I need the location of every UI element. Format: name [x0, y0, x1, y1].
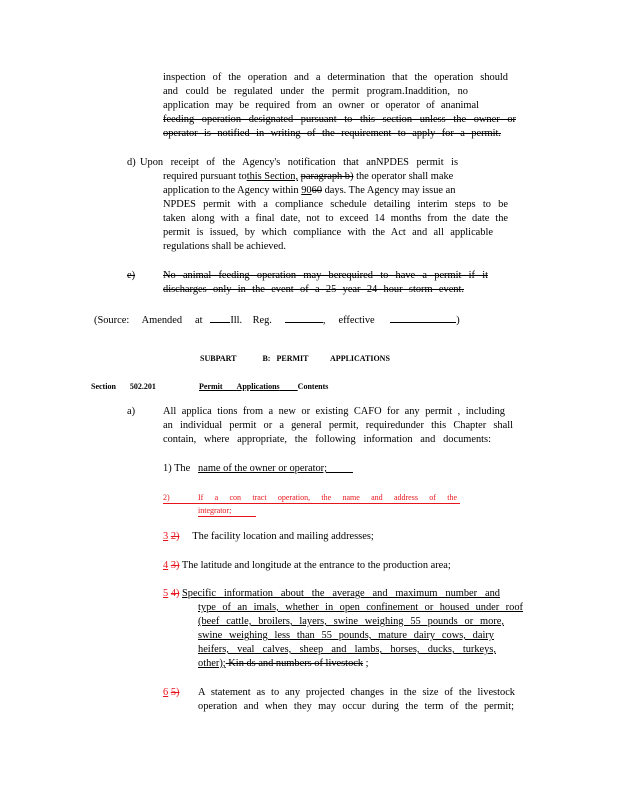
text-line: regulations shall be achieved.: [163, 241, 286, 252]
section-title: [199, 381, 328, 393]
text-line: an individual permit or a general permit, requiredunder this Chapter shall: [163, 420, 513, 431]
text-run: ,: [322, 315, 326, 326]
inserted-text-line: If a con tract operation, the name and address of the: [198, 493, 457, 502]
inserted-text: other);: [198, 658, 226, 669]
deleted-number: 3): [170, 560, 180, 571]
inserted-text: [223, 382, 237, 391]
text-run: B:: [262, 354, 271, 363]
item-label: d): [127, 157, 136, 168]
list-item: [163, 463, 353, 475]
text-run: ): [456, 315, 460, 326]
text-run: Section: [91, 382, 116, 391]
text-run: The facility location and mailing addresses;: [192, 531, 374, 542]
text-run: the operator shall make: [353, 171, 454, 182]
inserted-text: [327, 463, 353, 474]
blank-line: [210, 312, 230, 323]
inserted-text-line: Specific information about the average and maximum number and: [182, 588, 500, 599]
deleted-text-line: discharges only in the event of a 25 year 24 hour storm event.: [163, 284, 464, 295]
deleted-text: 60: [311, 185, 323, 196]
deleted-text-line: No animal feeding operation may berequired to have a permit if it: [163, 270, 488, 281]
inserted-text: this Section,: [246, 171, 299, 182]
text-line: Upon receipt of the Agency's notification that anNPDES permit is: [140, 157, 458, 168]
text-line: and could be regulated under the permit program.Inaddition, no: [163, 86, 468, 97]
list-item: [163, 560, 451, 572]
inserted-number: 4: [163, 560, 169, 571]
deleted-number: 4): [170, 588, 180, 599]
deleted-text: Kin ds and numbers of livestock: [225, 658, 364, 669]
text-run: required pursuant to: [163, 171, 247, 182]
text-line: All applica tions from a new or existing CAFO for any permit , including: [163, 406, 505, 417]
text-run: days. The Agency may issue an: [322, 185, 456, 196]
subpart-heading: [200, 353, 390, 365]
inserted-text-line: integrator;: [198, 506, 232, 515]
inserted-text: name of the owner or operator;: [198, 463, 327, 474]
item-label: e): [127, 270, 136, 281]
inserted-text-line: heifers, veal calves, sheep and lambs, horses, ducks, turkeys,: [198, 644, 496, 655]
blank-line: [390, 312, 456, 323]
text-run: effective: [338, 315, 375, 326]
text-line: [163, 171, 453, 183]
deleted-number: 2): [170, 531, 180, 542]
deleted-text-line: feeding operation designated pursuant to this section unless the owner or: [163, 114, 516, 125]
text-line: taken along with a final date, not to exceed 14 months from the date the: [163, 213, 508, 224]
red-underline: [198, 516, 256, 517]
text-line: A statement as to any projected changes in the size of the livestock: [198, 687, 515, 698]
blank-line: [285, 312, 323, 323]
source-note: [94, 312, 460, 327]
inserted-text: 90: [301, 185, 312, 196]
text-run: APPLICATIONS: [330, 354, 390, 363]
text-run: Amended: [141, 315, 183, 326]
inserted-text: Applications: [236, 382, 280, 391]
text-line: NPDES permit with a compliance schedule detailing interim steps to be: [163, 199, 508, 210]
text-run: (Source:: [94, 315, 130, 326]
text-line: inspection of the operation and a determination that the operation should: [163, 72, 508, 83]
inserted-text: Permit: [199, 382, 223, 391]
text-run: The latitude and longitude at the entrance to the production area;: [181, 560, 451, 571]
text-line: operation and when they may occur during the term of the permit;: [198, 701, 514, 712]
text-run: Contents: [297, 382, 329, 391]
inserted-number: 6: [163, 687, 169, 698]
text-line: application may be required from an owner or operator of ananimal: [163, 100, 479, 111]
list-number: 1) The: [163, 463, 191, 474]
deleted-text: paragraph b): [300, 171, 354, 182]
red-underline: [163, 503, 460, 504]
text-run: Reg.: [252, 315, 272, 326]
inserted-text-line: type of an imals, whether in open confinement or housed under roof: [198, 602, 523, 613]
inserted-text-line: swine weighing less than 55 pounds, mature dairy cows, dairy: [198, 630, 494, 641]
text-line: [163, 185, 455, 197]
text-run: SUBPART: [200, 354, 237, 363]
text-line: contain, where appropriate, the following information and documents:: [163, 434, 491, 445]
deleted-text-line: operator is notified in writing of the requirement to apply for a permit.: [163, 128, 501, 139]
inserted-text-line: (beef cattle, broilers, layers, swine weighing 55 pounds or more,: [198, 616, 504, 627]
text-run: 502.201: [129, 382, 156, 391]
deleted-number: 5): [170, 687, 180, 698]
list-number: [163, 588, 179, 600]
item-label: a): [127, 406, 136, 417]
inserted-text: [280, 382, 298, 391]
text-run: ;: [363, 658, 369, 669]
text-line: [198, 658, 369, 670]
text-run: PERMIT: [276, 354, 309, 363]
list-number: [163, 687, 179, 699]
text-run: at: [195, 315, 203, 326]
section-number: [91, 381, 156, 393]
list-item: [163, 531, 374, 543]
text-run: application to the Agency within: [163, 185, 302, 196]
inserted-number: 3: [163, 531, 169, 542]
text-run: Ill.: [230, 315, 243, 326]
inserted-number: 5: [163, 588, 169, 599]
list-number: 2): [163, 493, 170, 502]
text-line: permit is issued, by which compliance with the Act and all applicable: [163, 227, 493, 238]
